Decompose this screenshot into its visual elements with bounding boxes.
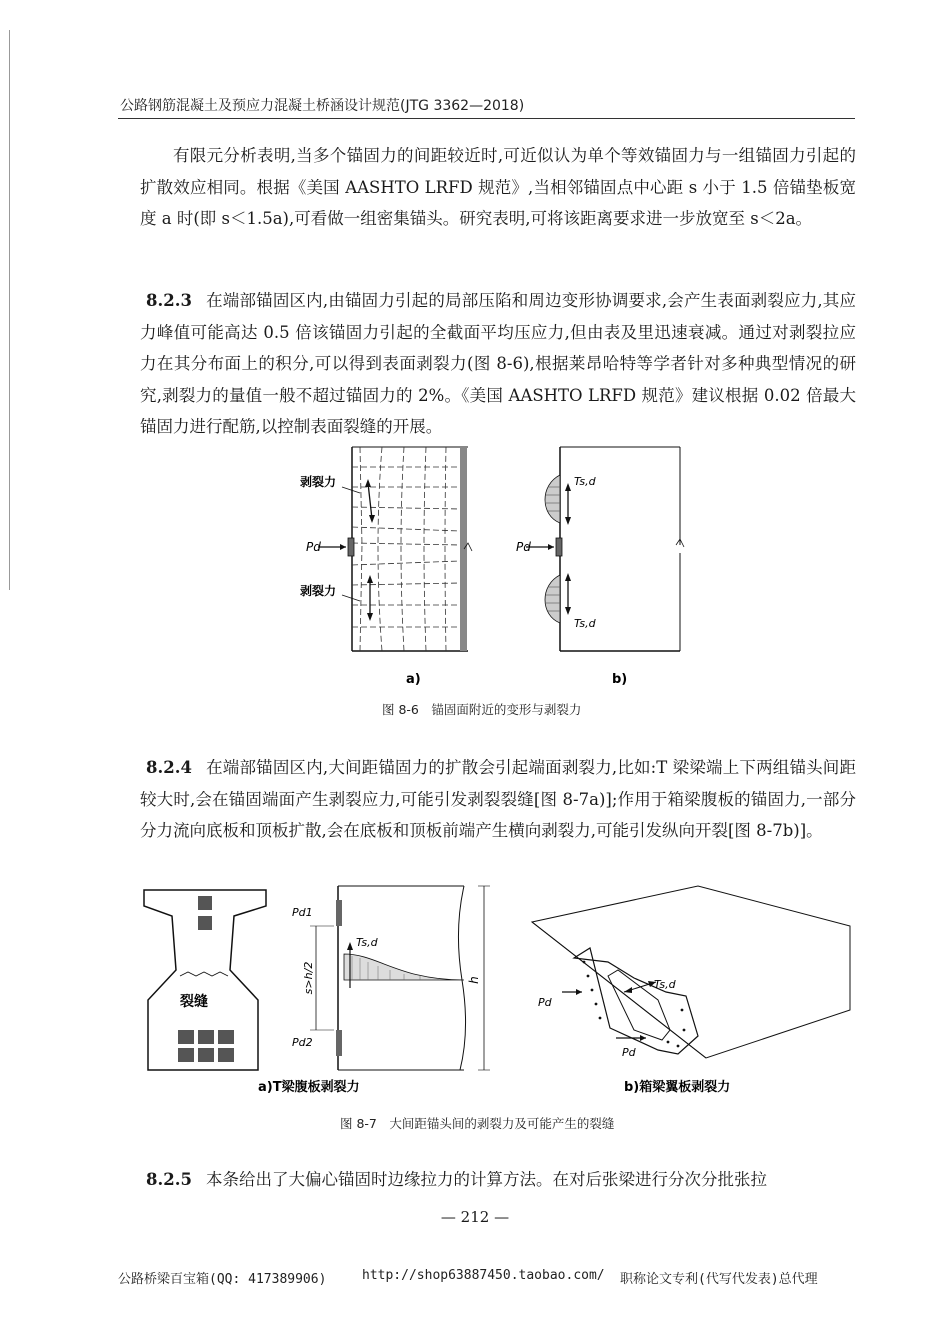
figure-8-6a-panel (300, 447, 472, 687)
paragraph-8-2-5 (140, 1164, 856, 1196)
label-pd-b1: Pd (538, 996, 552, 1009)
paragraph-intro (140, 140, 856, 235)
figure-8-7a-panel (144, 886, 490, 1095)
footer-right: 职称论文专利(代写代发表)总代理 (620, 1272, 818, 1287)
figure-8-7-caption: 图 8-7 大间距锚头间的剥裂力及可能产生的裂缝 (340, 1116, 615, 1131)
label-spalling-force-bottom: 剥裂力 (300, 584, 337, 598)
label-pd2: Pd2 (292, 1036, 313, 1049)
label-height: h (467, 976, 481, 984)
footer-url: http://shop63887450.taobao.com/ (362, 1268, 605, 1283)
clause-number: 8.2.4 (146, 758, 192, 777)
subfigure-label-b: b)箱梁翼板剥裂力 (624, 1080, 731, 1095)
label-tsd-top: Ts,d (574, 475, 596, 488)
clause-number: 8.2.3 (146, 291, 192, 310)
paragraph-8-2-3 (140, 285, 856, 443)
label-spacing: s>h/2 (302, 961, 315, 995)
label-tsd-a: Ts,d (356, 936, 378, 949)
figure-8-6 (290, 445, 690, 690)
paragraph-text: 有限元分析表明,当多个锚固力的间距较近时,可近似认为单个等效锚固力与一组锚固力引起的扩散效应相同。根据《美国 AASHTO LRFD 规范》,当相邻锚固点中心距 s 小于 1.5 倍锚垫板宽度 a 时(即 s＜1.5a),可看做一组密集锚头。研究表明,可将该距离要求进一步放宽至 s＜2a。 (140, 146, 856, 228)
label-anchor-force-a: Pd (306, 540, 321, 554)
figure-8-6b-panel (516, 447, 684, 687)
header-rule (118, 118, 855, 119)
figure-8-7 (138, 880, 858, 1100)
page-number: — 212 — (440, 1208, 510, 1226)
paragraph-8-2-4 (140, 752, 856, 847)
paragraph-text: 本条给出了大偏心锚固时边缘拉力的计算方法。在对后张梁进行分次分批张拉 (205, 1170, 767, 1189)
clause-number: 8.2.5 (146, 1170, 192, 1189)
subfigure-label-b: b) (612, 672, 628, 687)
label-tsd-b: Ts,d (654, 978, 676, 991)
label-pd-b2: Pd (622, 1046, 636, 1059)
figure-8-7b-panel (532, 886, 850, 1095)
label-pd1: Pd1 (292, 906, 313, 919)
running-header: 公路钢筋混凝土及预应力混凝土桥涵设计规范(JTG 3362—2018) (120, 98, 525, 114)
label-tsd-bottom: Ts,d (574, 617, 596, 630)
subfigure-label-a: a) (406, 672, 421, 687)
label-crack: 裂缝 (180, 994, 208, 1010)
subfigure-label-a: a)T梁腹板剥裂力 (258, 1080, 360, 1095)
label-anchor-force-b: Pd (516, 540, 531, 554)
paragraph-text: 在端部锚固区内,由锚固力引起的局部压陷和周边变形协调要求,会产生表面剥裂应力,其应力峰值可能高达 0.5 倍该锚固力引起的全截面平均压应力,但由表及里迅速衰减。通过对剥裂拉应力在其分布面上的积分,可以得到表面剥裂力(图 8-6),根据莱昂哈特等学者针对多种典型情况的研究,剥裂力的量值一般不超过锚固力的 2%。《美国 AASHTO LRFD 规范》建议根据 0.02 倍最大锚固力进行配筋,以控制表面裂缝的开展。 (140, 291, 856, 436)
figure-8-6-caption: 图 8-6 锚固面附近的变形与剥裂力 (382, 702, 582, 717)
footer-left: 公路桥梁百宝箱(QQ: 417389906) (118, 1272, 327, 1287)
scan-edge-line (9, 30, 10, 590)
paragraph-text: 在端部锚固区内,大间距锚固力的扩散会引起端面剥裂力,比如:T 梁梁端上下两组锚头间距较大时,会在锚固端面产生剥裂应力,可能引发剥裂裂缝[图 8-7a)];作用于箱梁腹板的锚固力,一部分分力流向底板和顶板扩散,会在底板和顶板前端产生横向剥裂力,可能引发纵向开裂[图 8-7b)]。 (140, 758, 856, 840)
label-spalling-force-top: 剥裂力 (300, 475, 337, 489)
lower-anchor-group (178, 1030, 234, 1062)
